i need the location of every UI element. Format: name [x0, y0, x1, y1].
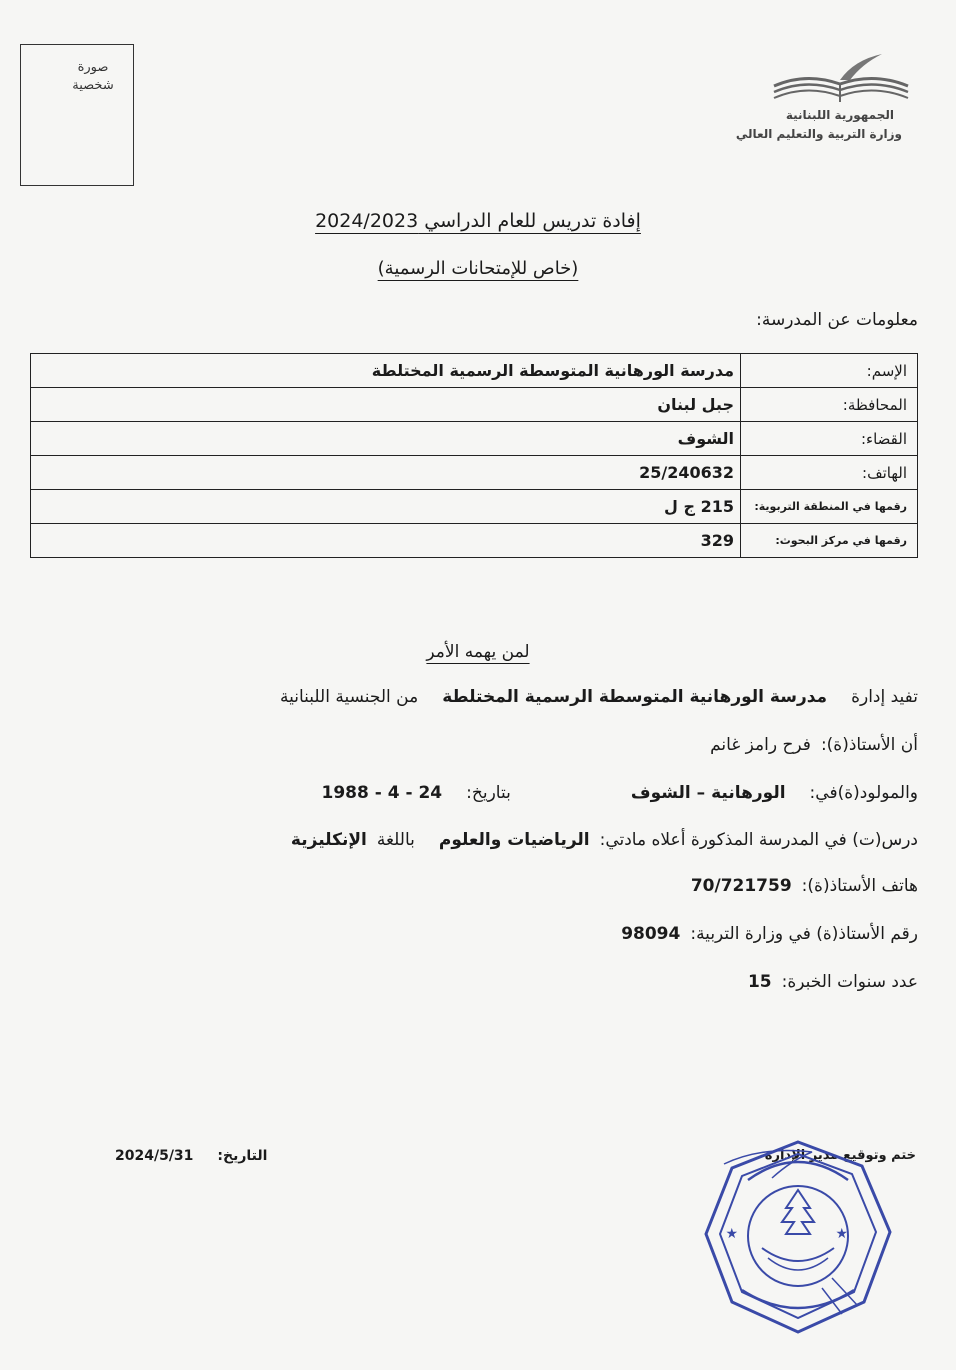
- row-value: مدرسة الورهانية المتوسطة الرسمية المختلطة: [31, 354, 741, 388]
- ministry-logo: [736, 50, 916, 150]
- table-row: [31, 388, 918, 422]
- school-info-heading: معلومات عن المدرسة:: [756, 310, 918, 330]
- row-label: رقمها في مركز البحوث:: [741, 524, 918, 558]
- school-name-inline: مدرسة الورهانية المتوسطة الرسمية المختلطة: [442, 687, 828, 707]
- table-row: [31, 524, 918, 558]
- ministry-name: وزارة التربية والتعليم العالي: [735, 127, 902, 141]
- row-label: الهاتف:: [741, 456, 918, 490]
- subjects-line: درس(ت) في المدرسة المذكورة أعلاه مادتي:الرياضيات والعلومباللغةالإنكليزية: [290, 830, 918, 850]
- photo-placeholder: [20, 44, 134, 186]
- to-whom-heading: لمن يهمه الأمر: [426, 642, 530, 662]
- table-row: [31, 456, 918, 490]
- row-value: 215 ج ل: [31, 490, 741, 524]
- row-label: المحافظة:: [741, 388, 918, 422]
- row-value: 329: [31, 524, 741, 558]
- phone-line: هاتف الأستاذ(ة):70/721759: [690, 876, 918, 896]
- open-book-icon: [766, 50, 916, 108]
- official-stamp: [702, 1138, 894, 1336]
- row-value: الشوف: [31, 422, 741, 456]
- teacher-name: فرح رامز غانم: [710, 735, 811, 755]
- table-row: [31, 354, 918, 388]
- row-label: القضاء:: [741, 422, 918, 456]
- signature-label: ختم وتوقيع مدير الإدارة: [764, 1148, 916, 1163]
- row-label: رقمها في المنطقة التربوية:: [741, 490, 918, 524]
- experience-years: 15: [747, 972, 772, 992]
- svg-text:★: ★: [835, 1226, 848, 1242]
- school-info-table: [30, 353, 918, 558]
- row-value: 25/240632: [31, 456, 741, 490]
- subjects: الرياضيات والعلوم: [438, 830, 590, 850]
- issue-date-value: 2024/5/31: [115, 1148, 194, 1164]
- teacher-line: أن الأستاذ(ة):فرح رامز غانم: [710, 735, 918, 755]
- row-value: جبل لبنان: [31, 388, 741, 422]
- document-title: إفادة تدريس للعام الدراسي 2024/2023: [315, 210, 641, 232]
- republic-name: الجمهورية اللبنانية: [785, 108, 894, 122]
- svg-text:★: ★: [725, 1226, 738, 1242]
- birth-date: 24 - 4 - 1988: [321, 783, 443, 803]
- ministry-number-line: رقم الأستاذ(ة) في وزارة التربية:98094: [621, 924, 918, 944]
- row-label: الإسم:: [741, 354, 918, 388]
- photo-label: صورة شخصية: [72, 60, 114, 93]
- experience-line: عدد سنوات الخبرة:15: [747, 972, 918, 992]
- birth-place: الورهانية – الشوف: [630, 783, 786, 803]
- teaching-language: الإنكليزية: [290, 830, 367, 850]
- teacher-phone: 70/721759: [690, 876, 792, 896]
- admin-statement: تفيد إدارةمدرسة الورهانية المتوسطة الرسمية المختلطةمن الجنسية اللبنانية: [280, 687, 918, 707]
- issue-date: التاريخ:2024/5/31: [115, 1148, 268, 1164]
- ministry-number: 98094: [621, 924, 681, 944]
- birth-line: والمولود(ة)في:الورهانية – الشوفبتاريخ:24 - 4 - 1988: [321, 783, 918, 803]
- document-subtitle: (خاص للإمتحانات الرسمية): [377, 258, 579, 279]
- table-row: [31, 422, 918, 456]
- table-row: [31, 490, 918, 524]
